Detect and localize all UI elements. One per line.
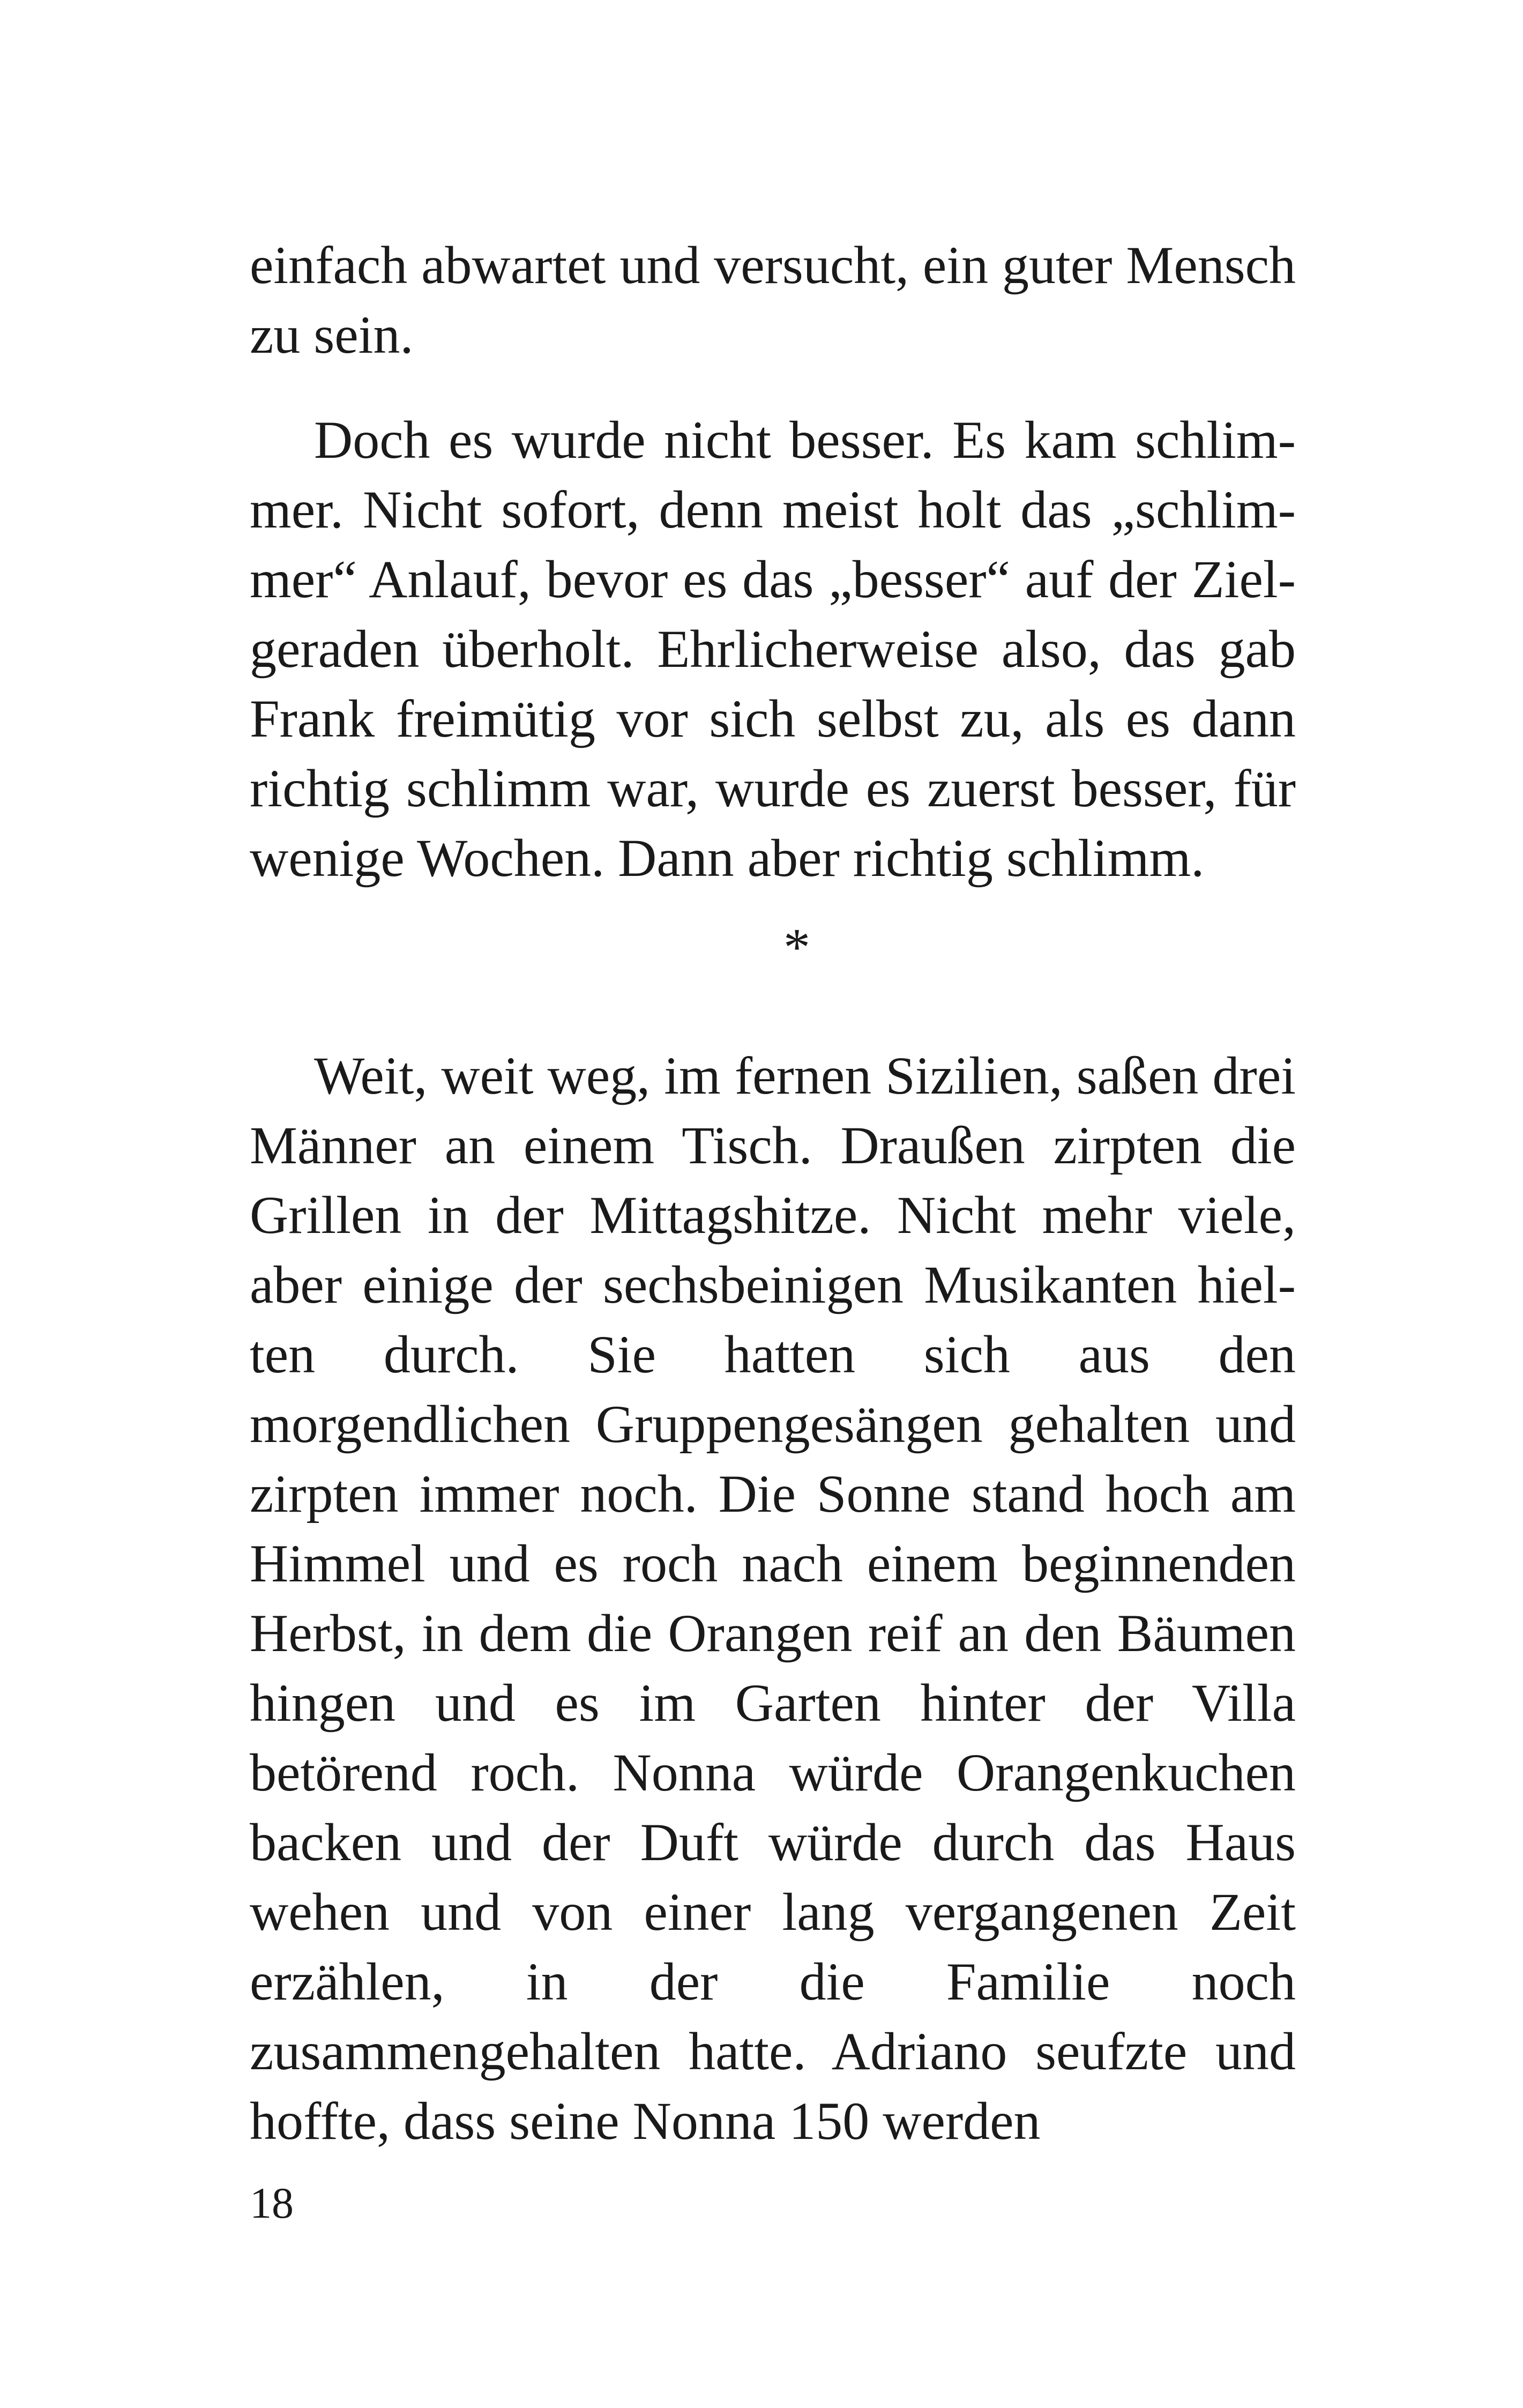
paragraph-continuation: einfach abwartet und versucht, ein guter Mensch zu sein. bbox=[250, 235, 1296, 365]
scene-separator: * bbox=[783, 917, 810, 977]
page-number: 18 bbox=[250, 2179, 294, 2227]
paragraph-frank-schlimmer: Doch es wurde nicht besser. Es kam schlimmer. Nicht sofort, denn meist holt das „schlimmer“ Anlauf, bevor es das „besser“ auf der Zielgeraden überholt. Ehrlicherweise also, das gab Frank freimütig vor sich selbst zu, als es dann richtig schlimm war, wurde es zuerst besser, für wenige Wochen. Dann aber richtig schlimm. bbox=[250, 410, 1296, 888]
text-block bbox=[250, 231, 1296, 2156]
paragraph-sizilien: Weit, weit weg, im fernen Sizilien, saßen drei Männer an einem Tisch. Draußen zirpten die Grillen in der Mittagshitze. Nicht mehr viele, aber einige der sechsbeinigen Musikanten hielten durch. Sie hatten sich aus den morgendlichen Gruppengesängen gehalten und zirpten immer noch. Die Sonne stand hoch am Himmel und es roch nach einem beginnenden Herbst, in dem die Orangen reif an den Bäumen hingen und es im Garten hinter der Villa betörend roch. Nonna würde Orangenkuchen backen und der Duft würde durch das Haus wehen und von einer lang vergangenen Zeit erzählen, in der die Familie noch zusammengehalten hatte. Adriano seufzte und hoffte, dass seine Nonna 150 werden bbox=[250, 1046, 1296, 2151]
